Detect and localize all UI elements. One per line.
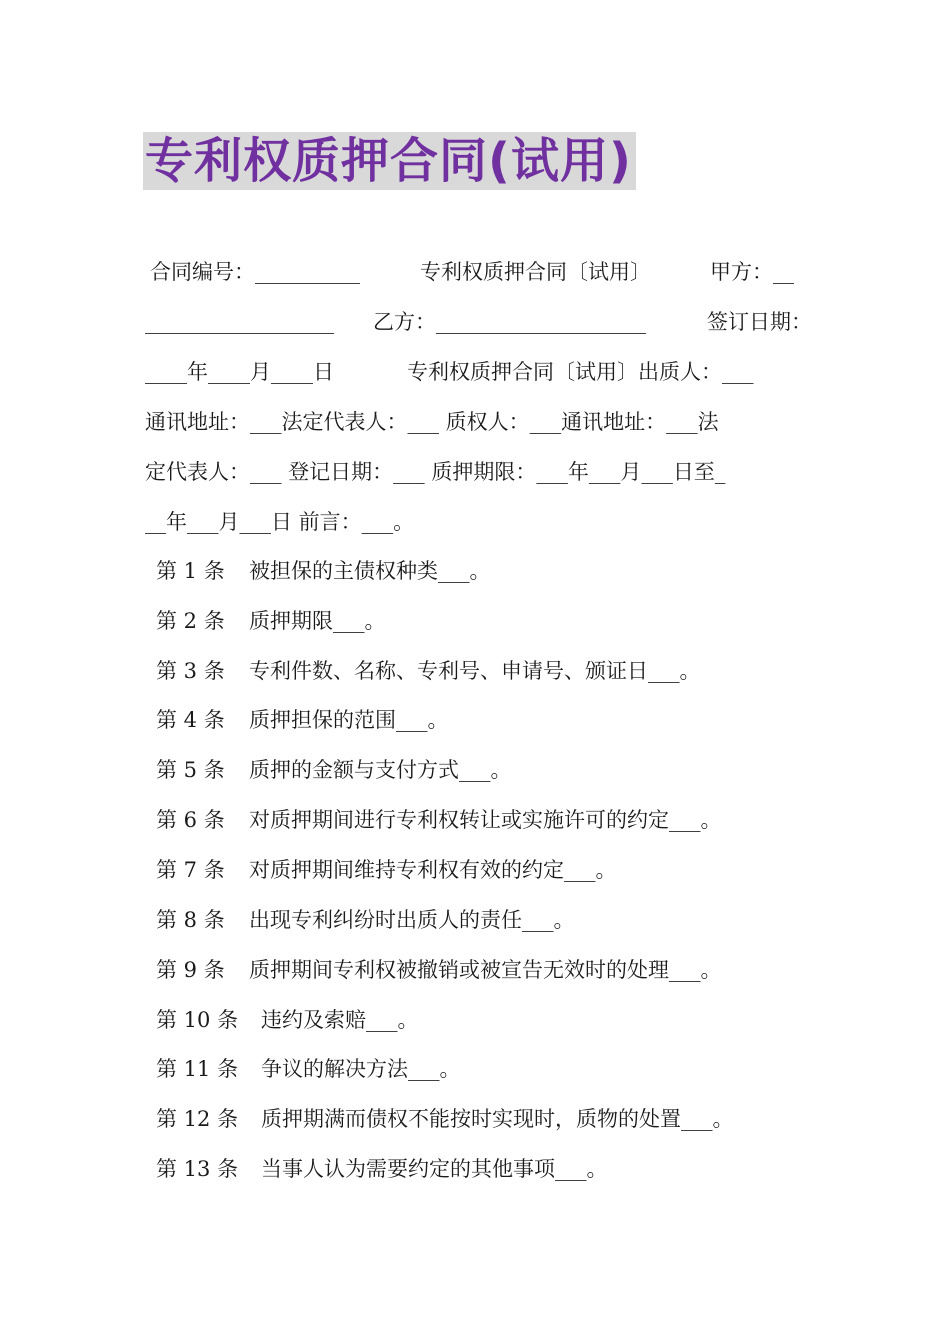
party-a-blank: __________________ [145, 310, 334, 334]
article-number: 第 1 条 [156, 559, 225, 583]
article-number: 第 7 条 [156, 858, 225, 882]
article-text: 出现专利纠纷时出质人的责任___。 [249, 908, 575, 932]
signing-date-label: 签订日期： [707, 310, 812, 334]
address-representative: 通讯地址：___法定代表人：___ 质权人：___通讯地址：___法 [145, 410, 719, 434]
article-text: 专利件数、名称、专利号、申请号、颁证日___。 [249, 659, 701, 683]
preamble: __年___月___日 前言：___。 [145, 510, 415, 534]
article-text: 质押期限___。 [249, 609, 386, 633]
article-number: 第 10 条 [156, 1008, 239, 1032]
title-highlight [143, 132, 636, 190]
article-number: 第 6 条 [156, 808, 225, 832]
article-number: 第 12 条 [156, 1107, 239, 1131]
article-text: 对质押期间进行专利权转让或实施许可的约定___。 [249, 808, 722, 832]
signing-date: ____年____月____日 [145, 360, 334, 384]
article-text: 对质押期间维持专利权有效的约定___。 [249, 858, 617, 882]
article-text: 被担保的主债权种类___。 [249, 559, 491, 583]
article-number: 第 8 条 [156, 908, 225, 932]
article-text: 质押期满而债权不能按时实现时，质物的处置___。 [261, 1107, 734, 1131]
article-text: 争议的解决方法___。 [261, 1057, 461, 1081]
document-title: 专利权质押合同(试用) [145, 133, 632, 189]
article-text: 违约及索赔___。 [261, 1008, 419, 1032]
article-number: 第 3 条 [156, 659, 225, 683]
pledgor: 专利权质押合同〔试用〕出质人：___ [407, 360, 754, 384]
article-number: 第 11 条 [156, 1057, 239, 1081]
article-number: 第 9 条 [156, 958, 225, 982]
article-number: 第 4 条 [156, 708, 225, 732]
article-number: 第 5 条 [156, 758, 225, 782]
article-text: 质押期间专利权被撤销或被宣告无效时的处理___。 [249, 958, 722, 982]
contract-number: 合同编号：__________ [150, 260, 360, 284]
party-b: 乙方：____________________ [373, 310, 646, 334]
article-number: 第 13 条 [156, 1157, 239, 1181]
article-number: 第 2 条 [156, 609, 225, 633]
registration-period: 定代表人：___ 登记日期：___ 质押期限：___年___月___日至_ [145, 460, 726, 484]
article-text: 当事人认为需要约定的其他事项___。 [261, 1157, 608, 1181]
article-text: 质押担保的范围___。 [249, 708, 449, 732]
contract-name: 专利权质押合同〔试用〕 [420, 260, 651, 284]
article-text: 质押的金额与支付方式___。 [249, 758, 512, 782]
party-a: 甲方：__ [710, 260, 794, 284]
